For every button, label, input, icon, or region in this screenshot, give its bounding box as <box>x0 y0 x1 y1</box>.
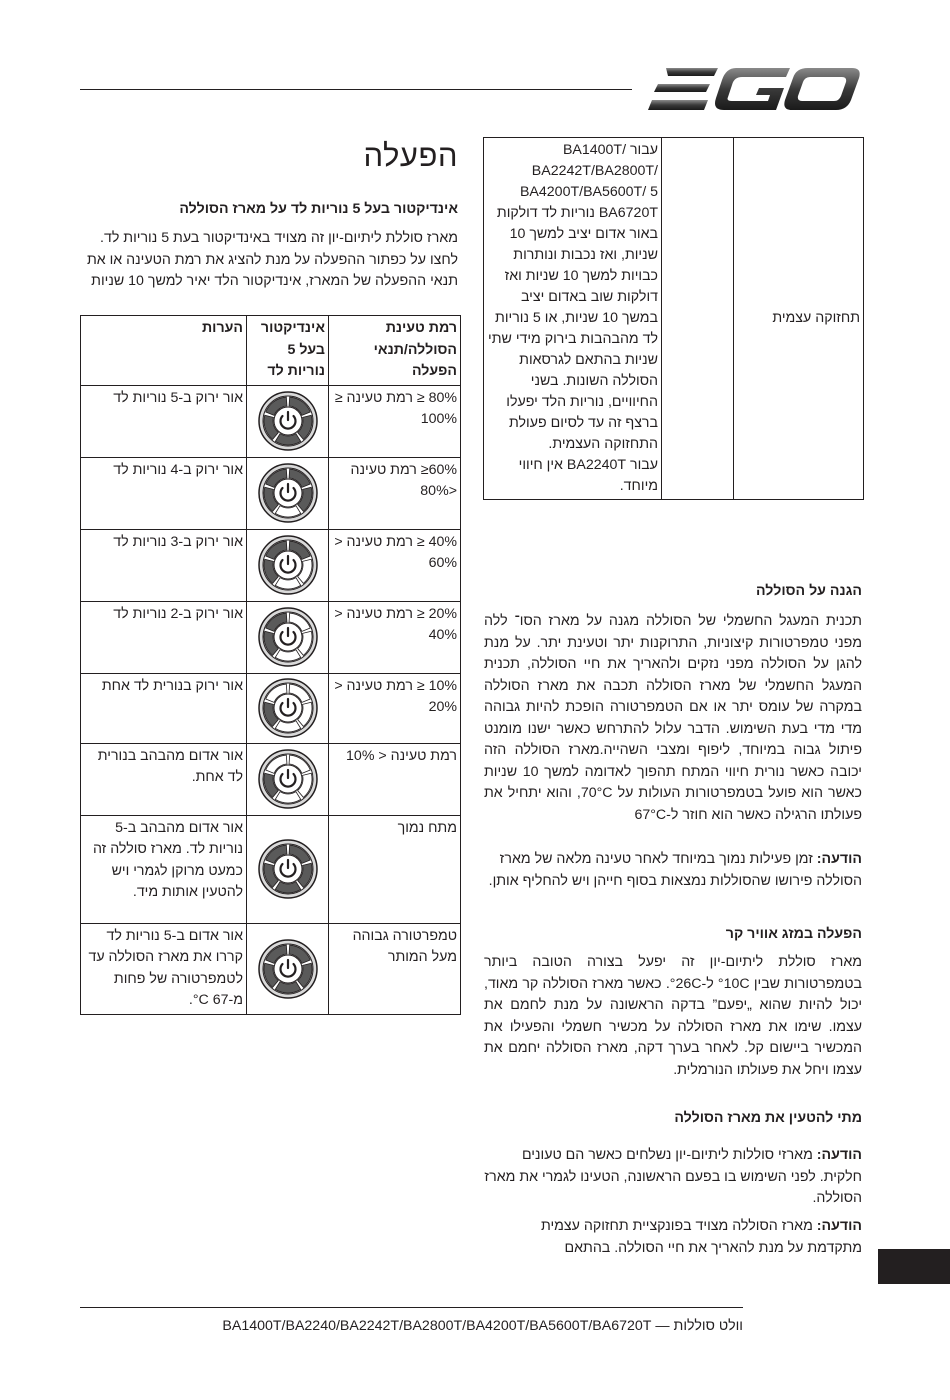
section-title: הפעלה <box>363 138 458 173</box>
charging-heading: מתי להטעין את מארז הסוללה <box>674 1110 862 1126</box>
protection-note <box>484 849 862 892</box>
protection-heading: הגנה על הסוללה <box>755 583 862 599</box>
row-note: אור אדום מהבהב בנורית לד אחת. <box>81 743 247 815</box>
maintenance-indicator <box>662 138 734 500</box>
header-notes: הערות <box>81 316 247 386</box>
protection-note-label: הודעה: <box>816 851 862 867</box>
table-row <box>81 385 461 457</box>
charging-note-2-text: מארז הסוללה מצויד בפונקציית תחזוקה עצמית מתקדמת על מנת להאריך את חיי הסוללה. בהתאם <box>540 1218 862 1256</box>
row-level: 20% ≤ רמת טעינה < 40% <box>329 601 461 673</box>
table-row <box>81 673 461 743</box>
cold-body: מארז סוללת ליתיום-יון זה יפעל בצורה הטובה ביותר בטמפרטורות שבין 10C° ל-26C°. כאשר מארז הסוללה קר מאוד, יכול להיות שהוא „יפעם” בדקה הראשונה על מנת לחמם את עצמו. שימו את מארז הסוללה על מכשיר חשמלי והפעילו את המכשיר ביישום קל. לאחר בערך דקה, מארז הסוללה יחמם את עצמו ויחל את פעולתו הנורמלית. <box>484 954 862 1078</box>
table-header-row <box>81 316 461 386</box>
table-row <box>81 923 461 1014</box>
maintenance-text-b: עבור BA2240T אין חיווי מיוחד. <box>518 457 658 494</box>
charging-note-2-label: הודעה: <box>816 1218 862 1234</box>
row-level: טמפרטורה גבוהה מעל המותר <box>329 923 461 1014</box>
table-row <box>81 601 461 673</box>
charging-note-1 <box>484 1145 862 1210</box>
row-level: מתח נמוך <box>329 815 461 923</box>
footer-rule <box>80 1307 743 1308</box>
table-row <box>81 529 461 601</box>
row-note: אור אדום ב-5 נוריות לד קררו את מארז הסוללה עד לטמפרטורה של פחות מ-67 C°. <box>81 923 247 1014</box>
row-note: אור ירוק בנורית לד אחת <box>81 673 247 743</box>
led-indicator-icon <box>247 529 329 601</box>
table-row <box>81 457 461 529</box>
indicator-intro: מארז סוללת ליתיום-יון זה מצויד באינדיקטור בעת 5 נוריות לד. לחצו על כפתור ההפעלה על מנת להציג את רמת הטעינה או את תנאי ההפעלה של המארז, אינדיקטור הלד יאיר למשך 10 שניות <box>86 230 458 289</box>
protection-note-text: זמן פעילות נמוך במיוחד לאחר טעינה מלאה של מארז הסוללה פירושו שהסוללות נמצאות בסוף חייהן ויש להחליף אותן. <box>488 851 862 889</box>
row-level: 60%≤ רמת טעינה <80% <box>329 457 461 529</box>
header-level: רמת טעינת הסוללה/תנאי הפעלה <box>329 316 461 386</box>
led-indicator-icon <box>247 815 329 923</box>
led-indicator-icon <box>247 743 329 815</box>
header-indicator: אינדיקטור בעל 5 נוריות לד <box>247 316 329 386</box>
footer-text: וולט סוללות — BA1400T/BA2240/BA2242T/BA2800T/BA4200T/BA5600T/BA6720T <box>222 1318 743 1334</box>
cold-heading: הפעלה במזג אוויר קר <box>725 926 862 942</box>
row-level: 10% ≤ רמת טעינה < 20% <box>329 673 461 743</box>
maintenance-text-a: עבור /BA1400T BA2242T/BA2800T/ BA4200T/BA5600T/ 5 BA6720T נוריות לד דולקות באור אדום יציב למשך 10 שניות, ואז נכבות ונותרות כבויות למשך 10 שניות ואז דולקות שוב באדום יציב במשך 10 שניות, או 5 נוריות לד מהבהבות בירוק מידי שתי שניות בהתאם לגרסאות הסוללה השונות. בשני החיוויים, נוריות הלד יפעלו ברצף זה עד לסיום פעולת התחזוקה העצמית. <box>488 142 658 452</box>
led-indicator-icon <box>247 385 329 457</box>
indicator-heading: אינדיקטור בעל 5 נוריות לד על מארז הסוללה <box>179 201 458 217</box>
row-note: אור ירוק ב-4 נוריות לד <box>81 457 247 529</box>
header-rule <box>80 89 632 90</box>
led-indicator-table <box>80 315 461 1015</box>
row-note: אור ירוק ב-2 נוריות לד <box>81 601 247 673</box>
ego-logo <box>648 64 860 114</box>
row-note: אור אדום מהבהב ב-5 נוריות לד. מארז סוללה זה כמעט מרוקן לגמרי ויש להטעין אותות מיד. <box>81 815 247 923</box>
led-indicator-icon <box>247 673 329 743</box>
led-indicator-icon <box>247 601 329 673</box>
table-row <box>81 743 461 815</box>
maintenance-label: תחזוקה עצמית <box>734 138 864 500</box>
self-maintenance-table <box>483 137 864 500</box>
table-row <box>81 815 461 923</box>
led-indicator-icon <box>247 457 329 529</box>
row-note: אור ירוק ב-5 נוריות לד <box>81 385 247 457</box>
row-level: רמת טעינה < 10% <box>329 743 461 815</box>
table-row <box>484 138 864 500</box>
led-indicator-icon <box>247 923 329 1014</box>
charging-note-1-label: הודעה: <box>816 1147 862 1163</box>
charging-note-1-text: מארזי סוללות ליתיום-יון נשלחים כאשר הם טעונים חלקית. לפני השימוש בו בפעם הראשונה, הטעינו לגמרי את מארז הסוללה. <box>484 1147 862 1206</box>
row-level: 40% ≤ רמת טעינה < 60% <box>329 529 461 601</box>
row-note: אור ירוק ב-3 נוריות לד <box>81 529 247 601</box>
side-tab-marker <box>878 1249 950 1284</box>
charging-note-2 <box>484 1216 862 1259</box>
row-level: 80% ≤ רמת טעינה ≤ 100% <box>329 385 461 457</box>
maintenance-description <box>484 138 662 500</box>
protection-body: תכנית המעגל החשמלי של הסוללה מגנה על מארז הסו־ ללה מפני טמפרטורות קיצוניות, התרוקנות יתר וטעינת יתר. על מנת להגן על הסוללה מפני נזקים ולהאריך את חיי הסוללה, תכנית המעגל החשמלי של מארז הסוללה תכבה את מארז הסוללה במקרה של עומס יתר או אם הטמפרטורה הופכת להיות גבוהה מדי מדי בעת השימוש. הדבר עלול להתרחש כאשר ישנו מומנט פיתול גבוה במיוחד, ליפוף ומצבי השהייה.מארז הסוללה הזה יכובה כאשר נורית חיווי המתח תהפוך לאדומה למשך 10 שניות כאשר הוא פועל בטמפרטורות העולות על 70°C, והוא יתחיל את פעולתו הרגילה כאשר הוא חוזר ל-67°C <box>484 613 862 823</box>
